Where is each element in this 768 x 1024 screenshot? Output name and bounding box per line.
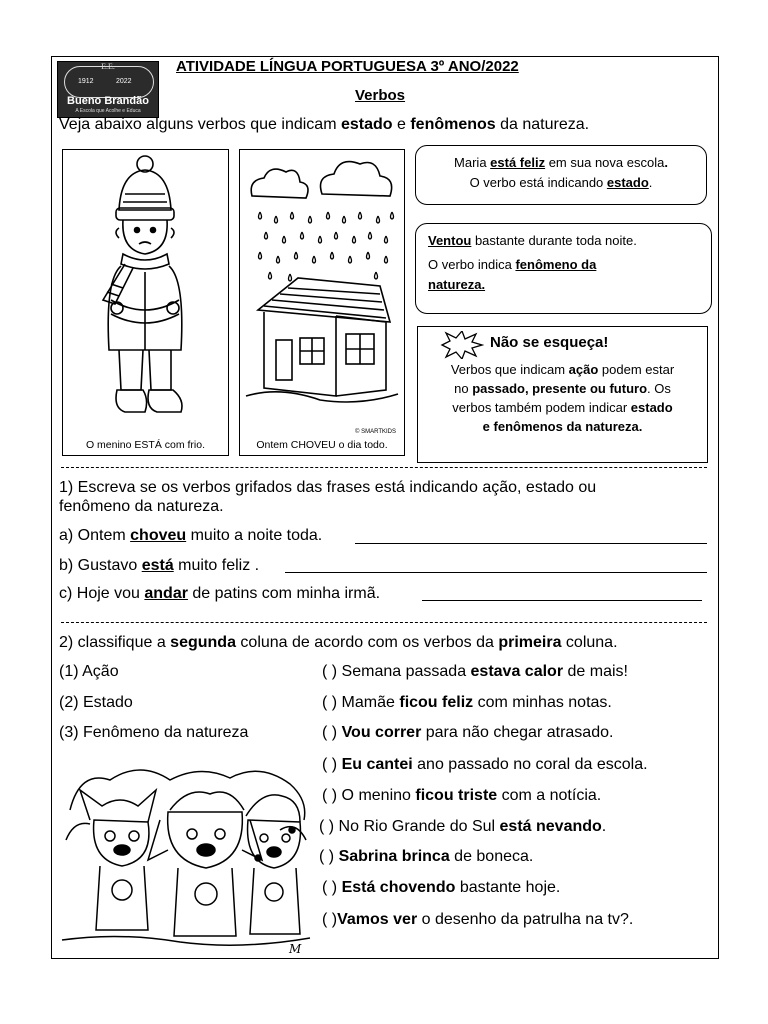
example-estado-line2 <box>428 173 694 193</box>
box1-l2-end: . <box>648 175 653 191</box>
item-verb: Está chovendo <box>341 879 456 896</box>
classify-item <box>319 848 533 866</box>
box1-post: em sua nova escola <box>545 155 665 170</box>
rain-house-picture <box>239 149 405 456</box>
item-verb: ficou feliz <box>399 694 474 711</box>
logo-year-start: 1912 <box>78 78 94 85</box>
example-estado-line1 <box>428 153 694 173</box>
logo-ee: E.E. <box>101 62 115 71</box>
item-post: o desenho da patrulha na tv?. <box>417 911 634 928</box>
item-post: ano passado no coral da escola. <box>412 756 648 773</box>
reminder-text-3: no <box>454 380 473 396</box>
starburst-icon <box>440 331 484 359</box>
item-post: bastante hoje. <box>455 879 561 896</box>
option-fenomeno: (3) Fenômeno da natureza <box>59 724 249 741</box>
cold-boy-picture <box>62 149 229 456</box>
intro-post: da natureza. <box>495 116 590 133</box>
intro-mid: e <box>392 116 411 133</box>
example-fenomeno-line3 <box>428 275 699 295</box>
logo-year-end: 2022 <box>116 78 132 85</box>
item-verb: está nevando <box>499 818 602 835</box>
item-verb: Sabrina brinca <box>338 848 450 865</box>
answer-line-b[interactable] <box>285 572 707 573</box>
question-1c <box>59 585 380 603</box>
box2-post: bastante durante toda noite. <box>471 233 637 248</box>
example-fenomeno-line1 <box>428 231 699 251</box>
box2-l2-bold1: fenômeno da <box>515 257 597 273</box>
q2-mid: coluna de acordo com os verbos da <box>235 634 499 651</box>
item-verb: Eu cantei <box>341 756 413 773</box>
divider-2 <box>61 622 707 623</box>
school-logo <box>57 61 159 118</box>
q1a-verb: choveu <box>130 527 187 544</box>
reminder-box <box>417 326 708 463</box>
reminder-heading: Não se esqueça! <box>490 334 609 351</box>
answer-paren[interactable]: ( ) <box>322 756 338 773</box>
intro-word-fenomenos: fenômenos <box>410 116 496 133</box>
box2-l2-bold2: natureza. <box>428 277 486 293</box>
box2-l2-pre: O verbo indica <box>428 257 516 273</box>
example-fenomeno-line2 <box>428 255 699 275</box>
worksheet-title: ATIVIDADE LÍNGUA PORTUGUESA 3º ANO/2022 <box>176 58 519 75</box>
classify-item <box>322 911 633 929</box>
classify-item <box>322 724 613 742</box>
answer-paren[interactable]: ( ) <box>322 879 338 896</box>
cold-boy-illustration <box>63 150 227 435</box>
puppies-illustration <box>60 750 312 955</box>
classify-item <box>322 663 628 681</box>
box1-l2-bold: estado <box>606 175 649 191</box>
question-2-prompt <box>59 634 618 652</box>
reminder-bold-estado: estado <box>630 399 673 415</box>
q1c-post: de patins com minha irmã. <box>187 585 381 602</box>
item-post: com a notícia. <box>497 787 602 804</box>
q2-bold-segunda: segunda <box>170 634 236 651</box>
q1-prompt-line2: fenômeno da natureza. <box>59 498 224 515</box>
box1-end: . <box>664 155 668 170</box>
rain-house-illustration <box>240 150 403 435</box>
q2-pre: 2) classifique a <box>59 634 171 651</box>
answer-paren[interactable]: ( ) <box>319 818 335 835</box>
item-pre: Semana passada <box>337 663 471 680</box>
item-pre: O menino <box>337 787 416 804</box>
option-estado: (2) Estado <box>59 694 133 711</box>
answer-paren[interactable]: ( ) <box>322 724 338 741</box>
intro-word-estado: estado <box>340 116 393 133</box>
classify-item <box>322 694 612 712</box>
answer-line-a[interactable] <box>355 543 707 544</box>
intro-text <box>59 116 589 134</box>
image-credit: © SMARTKIDS <box>355 429 396 435</box>
cold-boy-caption: O menino ESTÁ com frio. <box>85 439 206 451</box>
classify-item <box>322 756 648 774</box>
classify-item <box>322 787 601 805</box>
answer-paren[interactable]: ( ) <box>319 848 335 865</box>
reminder-text-5: verbos também podem indicar <box>452 399 631 415</box>
q1c-verb: andar <box>144 585 188 602</box>
logo-name: Bueno Brandão <box>67 95 149 107</box>
box2-verb: Ventou <box>428 233 472 248</box>
divider-1 <box>61 467 707 468</box>
option-acao: (1) Ação <box>59 663 119 680</box>
reminder-body <box>426 361 699 436</box>
item-pre: Mamãe <box>337 694 400 711</box>
item-post: de boneca. <box>449 848 534 865</box>
q1a-post: muito a noite toda. <box>186 527 323 544</box>
reminder-text-4: . Os <box>647 380 671 396</box>
classify-item <box>322 879 560 897</box>
reminder-text-1: Verbos que indicam <box>450 362 569 377</box>
artist-signature: M <box>289 942 302 956</box>
reminder-bold-acao: ação <box>568 362 599 377</box>
example-estado-box <box>415 145 707 205</box>
box1-verb: está feliz <box>490 155 546 170</box>
intro-pre: Veja abaixo alguns verbos que indicam <box>59 116 341 133</box>
box1-l2-pre: O verbo está indicando <box>469 175 607 191</box>
item-pre: No Rio Grande do Sul <box>334 818 500 835</box>
q1c-pre: c) Hoje vou <box>59 585 145 602</box>
answer-paren[interactable]: ( ) <box>322 663 338 680</box>
q2-bold-primeira: primeira <box>498 634 562 651</box>
reminder-bold-tempos: passado, presente ou futuro <box>472 380 648 396</box>
item-verb: ficou triste <box>415 787 498 804</box>
answer-paren[interactable]: ( ) <box>322 694 338 711</box>
item-verb: Vamos ver <box>337 911 418 928</box>
question-1a <box>59 527 322 545</box>
answer-paren[interactable]: ( ) <box>322 787 338 804</box>
answer-paren[interactable]: ( ) <box>322 911 338 928</box>
classify-item <box>319 818 606 836</box>
item-verb: estava calor <box>470 663 564 680</box>
item-verb: Vou correr <box>341 724 422 741</box>
rain-house-caption: Ontem CHOVEU o dia todo. <box>256 439 388 451</box>
q2-post: coluna. <box>561 634 618 651</box>
answer-line-c[interactable] <box>422 600 702 601</box>
item-post: . <box>601 818 607 835</box>
question-1-prompt <box>59 478 596 516</box>
reminder-text-2: podem estar <box>598 362 675 377</box>
q1a-pre: a) Ontem <box>59 527 131 544</box>
q1-prompt-line1: 1) Escreva se os verbos grifados das frases está indicando ação, estado ou <box>59 479 597 496</box>
q1b-pre: b) Gustavo <box>59 557 142 574</box>
worksheet-subtitle: Verbos <box>355 87 406 104</box>
item-post: com minhas notas. <box>473 694 612 711</box>
q1b-verb: está <box>141 557 174 574</box>
reminder-bold-fenomenos: e fenômenos da natureza. <box>482 418 643 434</box>
question-1b <box>59 557 259 575</box>
logo-slogan: A Escola que Acolhe e Educa <box>75 108 141 114</box>
example-fenomeno-box <box>415 223 712 314</box>
item-post: para não chegar atrasado. <box>421 724 614 741</box>
q1b-post: muito feliz . <box>173 557 260 574</box>
item-post: de mais! <box>563 663 628 680</box>
box1-pre: Maria <box>454 155 491 170</box>
